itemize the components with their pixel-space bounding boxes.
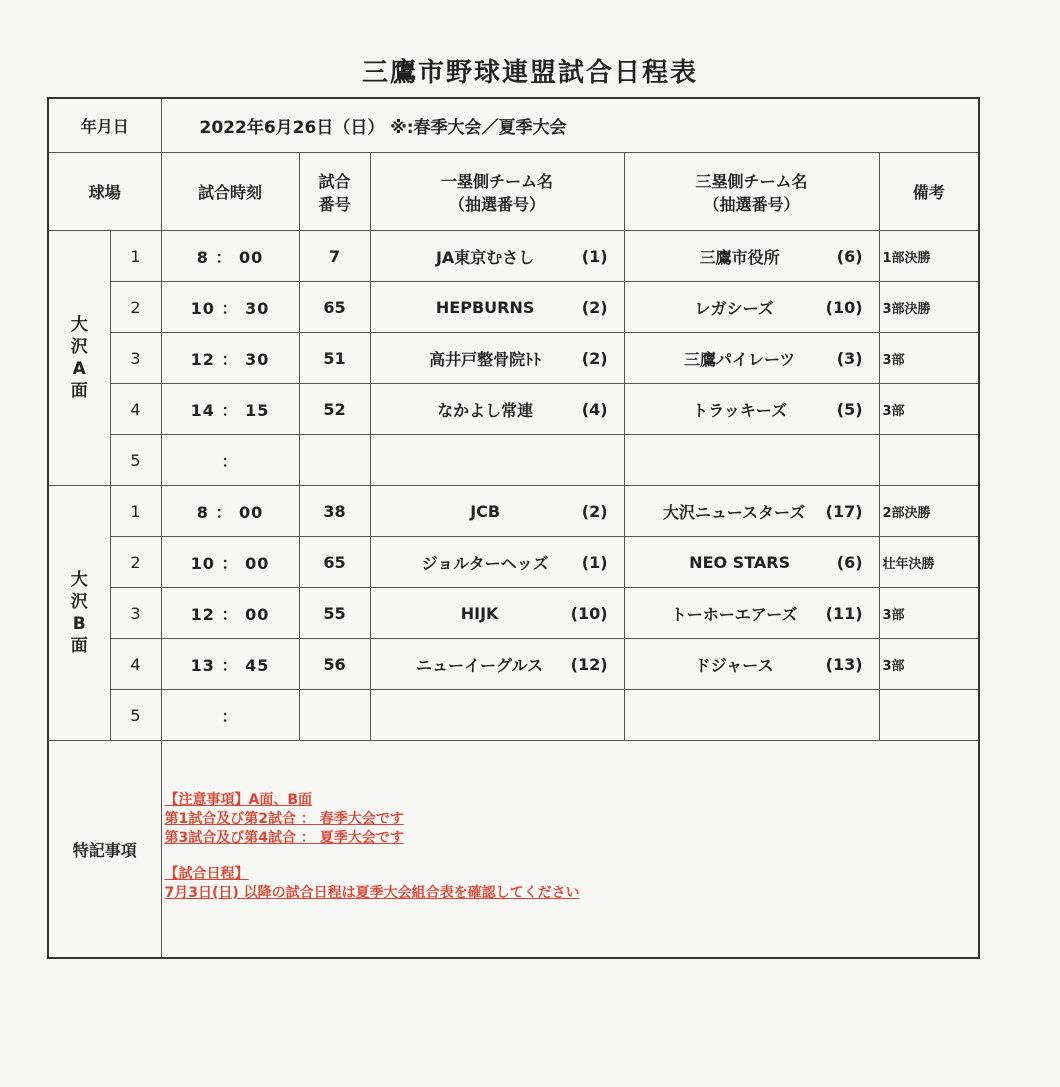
team-name: 大沢ニュースターズ xyxy=(662,502,806,522)
notes-line-wrap xyxy=(165,884,979,903)
game-seq: 1 xyxy=(110,486,161,537)
notes-line-wrap xyxy=(165,810,979,829)
table-row xyxy=(48,333,979,384)
game-number: 52 xyxy=(299,384,370,435)
notes-line-wrap xyxy=(165,791,979,810)
game-remarks xyxy=(879,435,979,486)
game-number xyxy=(299,435,370,486)
game-time: 12 ： 00 xyxy=(161,588,299,639)
header-first-base-line1: 一塁側チーム名 xyxy=(441,171,554,191)
notes-line: 第3試合及び第4試合 ： 夏季大会です xyxy=(164,830,404,846)
third-base-team xyxy=(624,231,879,282)
team-name: 三鷹パイレーツ xyxy=(683,349,796,369)
table-row xyxy=(48,690,979,741)
game-number: 65 xyxy=(299,282,370,333)
team-name: JCB xyxy=(470,501,501,521)
game-seq: 5 xyxy=(110,690,161,741)
table-row xyxy=(48,639,979,690)
header-field: 球場 xyxy=(48,153,161,231)
third-base-team xyxy=(624,486,879,537)
venue-name-char: 面 xyxy=(70,636,88,656)
game-seq: 2 xyxy=(110,282,161,333)
team-name: HEPBURNS xyxy=(435,297,535,317)
game-remarks: 1部決勝 xyxy=(879,231,979,282)
team-name: ニューイーグルス xyxy=(416,655,544,675)
third-base-team xyxy=(624,384,879,435)
game-remarks: 3部決勝 xyxy=(879,282,979,333)
game-time: 8 ： 00 xyxy=(161,486,299,537)
venue-name-char: 面 xyxy=(70,381,88,401)
lot-number: (10) xyxy=(825,297,863,317)
header-game-no xyxy=(299,153,370,231)
game-number xyxy=(299,690,370,741)
venue-name xyxy=(48,486,110,741)
game-time: ： xyxy=(161,435,299,486)
team-name: ドジャース xyxy=(694,655,774,675)
notes-cell xyxy=(161,741,979,959)
game-time: 13 ： 45 xyxy=(161,639,299,690)
venue-name-char: 沢 xyxy=(70,337,88,357)
table-row xyxy=(48,588,979,639)
header-third-base-line2: （抽選番号） xyxy=(703,194,800,214)
lot-number: (2) xyxy=(581,501,608,521)
schedule-table xyxy=(47,97,980,959)
notes-line-wrap xyxy=(165,829,979,848)
lot-number: (13) xyxy=(825,654,863,674)
team-name: トラッキーズ xyxy=(692,400,788,420)
notes-line: 7月3日(日) 以降の試合日程は夏季大会組合表を確認してください xyxy=(164,885,580,901)
game-seq: 3 xyxy=(110,333,161,384)
team-name: なかよし常連 xyxy=(437,400,534,420)
game-time: 8 ： 00 xyxy=(161,231,299,282)
lot-number: (12) xyxy=(570,654,608,674)
game-remarks: 2部決勝 xyxy=(879,486,979,537)
lot-number: (2) xyxy=(581,297,608,317)
venue-name xyxy=(48,231,110,486)
first-base-team xyxy=(370,690,624,741)
third-base-team xyxy=(624,333,879,384)
game-time: 10 ： 00 xyxy=(161,537,299,588)
third-base-team xyxy=(624,690,879,741)
team-name: トーホーエアーズ xyxy=(670,604,798,624)
venue-name-char: 沢 xyxy=(70,592,88,612)
lot-number: (10) xyxy=(570,603,608,623)
table-row xyxy=(48,384,979,435)
notes-text xyxy=(162,741,979,903)
lot-number: (2) xyxy=(581,348,608,368)
third-base-team xyxy=(624,639,879,690)
team-name: JA東京むさし xyxy=(435,247,535,267)
first-base-team xyxy=(370,537,624,588)
team-name: レガシーズ xyxy=(694,298,774,318)
game-number: 51 xyxy=(299,333,370,384)
game-remarks xyxy=(879,690,979,741)
header-third-base xyxy=(624,153,879,231)
notes-line-wrap xyxy=(165,865,979,884)
lot-number: (11) xyxy=(825,603,863,623)
game-seq: 4 xyxy=(110,639,161,690)
first-base-team xyxy=(370,486,624,537)
header-time: 試合時刻 xyxy=(161,153,299,231)
table-row xyxy=(48,231,979,282)
table-row xyxy=(48,282,979,333)
third-base-team xyxy=(624,588,879,639)
venue-name-char: B xyxy=(72,614,86,634)
lot-number: (4) xyxy=(581,399,608,419)
lot-number: (3) xyxy=(836,348,863,368)
venue-name-char: 大 xyxy=(70,315,88,335)
notes-row xyxy=(48,741,979,959)
header-third-base-line1: 三塁側チーム名 xyxy=(695,171,808,191)
header-first-base-line2: （抽選番号） xyxy=(449,194,546,214)
game-time: 10 ： 30 xyxy=(161,282,299,333)
venue-name-char: A xyxy=(72,359,86,379)
game-remarks: 3部 xyxy=(879,588,979,639)
first-base-team xyxy=(370,333,624,384)
lot-number: (1) xyxy=(581,246,608,266)
game-seq: 4 xyxy=(110,384,161,435)
page-title: 三鷹市野球連盟試合日程表 xyxy=(361,58,698,88)
table-row xyxy=(48,486,979,537)
lot-number: (6) xyxy=(836,246,863,266)
game-time: ： xyxy=(161,690,299,741)
team-name: 高井戸整骨院ﾄﾄ xyxy=(429,349,542,369)
table-row xyxy=(48,537,979,588)
header-game-no-line2: 番号 xyxy=(318,194,351,214)
notes-line: 第1試合及び第2試合 ： 春季大会です xyxy=(164,811,404,827)
lot-number: (17) xyxy=(825,501,863,521)
team-name: 三鷹市役所 xyxy=(699,247,780,267)
header-game-no-line1: 試合 xyxy=(318,171,351,191)
game-remarks: 壮年決勝 xyxy=(879,537,979,588)
third-base-team xyxy=(624,537,879,588)
notes-line: 【試合日程】 xyxy=(164,866,249,882)
game-remarks: 3部 xyxy=(879,333,979,384)
game-seq: 1 xyxy=(110,231,161,282)
game-time: 12 ： 30 xyxy=(161,333,299,384)
game-seq: 5 xyxy=(110,435,161,486)
lot-number: (6) xyxy=(836,552,863,572)
date-value: 2022年6月26日（日） ※:春季大会／夏季大会 xyxy=(161,98,979,153)
team-name: NEO STARS xyxy=(689,552,791,572)
third-base-team xyxy=(624,435,879,486)
first-base-team xyxy=(370,588,624,639)
first-base-team xyxy=(370,282,624,333)
first-base-team xyxy=(370,435,624,486)
game-number: 55 xyxy=(299,588,370,639)
notes-line: 【注意事項】A面、B面 xyxy=(164,792,313,808)
game-time: 14 ： 15 xyxy=(161,384,299,435)
game-seq: 2 xyxy=(110,537,161,588)
notes-spacer xyxy=(165,848,979,865)
first-base-team xyxy=(370,384,624,435)
team-name: ジョルターヘッズ xyxy=(421,553,549,573)
header-remarks: 備考 xyxy=(879,153,979,231)
first-base-team xyxy=(370,231,624,282)
lot-number: (1) xyxy=(581,552,608,572)
game-number: 56 xyxy=(299,639,370,690)
header-row xyxy=(48,153,979,231)
date-label: 年月日 xyxy=(48,98,161,153)
game-number: 65 xyxy=(299,537,370,588)
team-name: HIJK xyxy=(460,603,499,623)
table-row xyxy=(48,435,979,486)
venue-name-char: 大 xyxy=(70,570,88,590)
game-remarks: 3部 xyxy=(879,384,979,435)
date-row xyxy=(48,98,979,153)
game-number: 38 xyxy=(299,486,370,537)
lot-number: (5) xyxy=(836,399,863,419)
third-base-team xyxy=(624,282,879,333)
game-seq: 3 xyxy=(110,588,161,639)
game-remarks: 3部 xyxy=(879,639,979,690)
first-base-team xyxy=(370,639,624,690)
notes-label: 特記事項 xyxy=(48,741,161,959)
header-first-base xyxy=(370,153,624,231)
game-number: 7 xyxy=(299,231,370,282)
